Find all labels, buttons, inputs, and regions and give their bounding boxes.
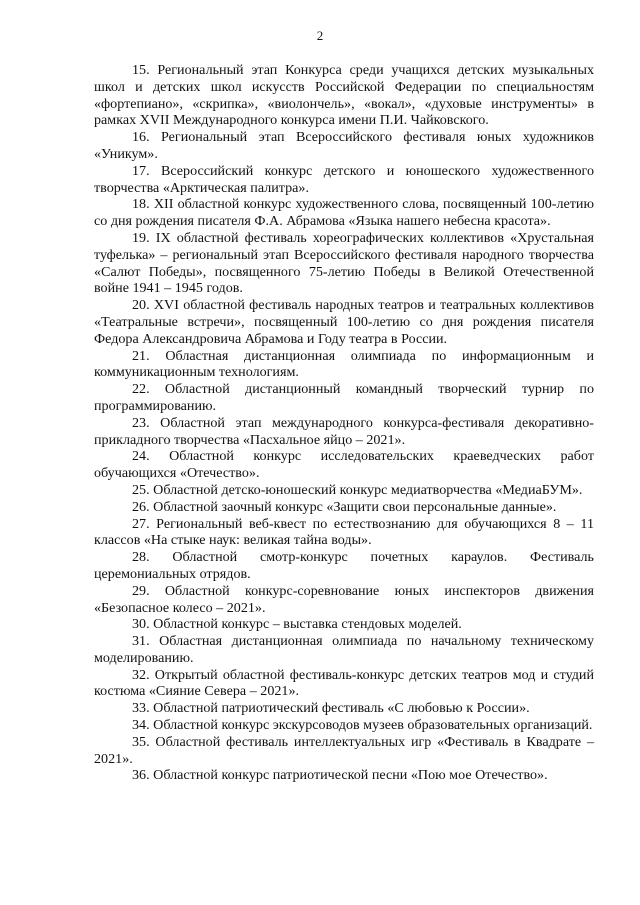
list-item: 16. Региональный этап Всероссийского фестиваля юных художников «Уникум».	[94, 129, 594, 162]
list-item: 20. XVI областной фестиваль народных театров и театральных коллективов «Театральные встречи», посвященный 100-летию со дня рождения писателя Федора Александровича Абрамова и Году театра в России.	[94, 297, 594, 347]
list-item: 17. Всероссийский конкурс детского и юношеского художественного творчества «Арктическая палитра».	[94, 162, 594, 196]
list-item: 35. Областной фестиваль интеллектуальных игр «Фестиваль в Квадрате – 2021».	[94, 733, 594, 767]
list-item: 27. Региональный веб-квест по естествознанию для обучающихся 8 – 11 классов «На стыке наук: великая тайна воды».	[94, 515, 594, 549]
list-item: 30. Областной конкурс – выставка стендовых моделей.	[132, 616, 462, 633]
list-item: 15. Региональный этап Конкурса среди учащихся детских музыкальных школ и детских школ искусств Российской Федерации по специальностям «фортепиано», «скрипка», «виолончель», «вокал», «духовые инструменты» в рамках XVII Международного конкурса имени П.И. Чайковского.	[94, 62, 594, 129]
page-number: 2	[316, 28, 324, 43]
list-item: 26. Областной заочный конкурс «Защити свои персональные данные».	[132, 498, 557, 515]
list-item: 21. Областная дистанционная олимпиада по информационным и коммуникационным технологиям.	[94, 347, 594, 381]
list-item: 33. Областной патриотический фестиваль «С любовью к России».	[132, 700, 530, 717]
list-item: 32. Открытый областной фестиваль-конкурс детских театров мод и студий костюма «Сияние Севера – 2021».	[94, 666, 594, 700]
list-item: 23. Областной этап международного конкурса-фестиваля декоративно-прикладного творчества «Пасхальное яйцо – 2021».	[94, 414, 594, 448]
list-item: 18. XII областной конкурс художественного слова, посвященный 100-летию со дня рождения писателя Ф.А. Абрамова «Языка нашего небесна красота».	[94, 196, 594, 230]
list-item: 24. Областной конкурс исследовательских краеведческих работ обучающихся «Отечество».	[94, 448, 594, 482]
list-item: 25. Областной детско-юношеский конкурс медиатворчества «МедиаБУМ».	[132, 481, 583, 498]
list-item: 29. Областной конкурс-соревнование юных инспекторов движения «Безопасное колесо – 2021».	[94, 582, 594, 616]
list-item: 34. Областной конкурс экскурсоводов музеев образовательных организаций.	[132, 717, 593, 734]
list-item: 36. Областной конкурс патриотической песни «Пою мое Отечество».	[132, 767, 548, 784]
list-item: 22. Областной дистанционный командный творческий турнир по программированию.	[94, 381, 594, 414]
list-item: 19. IX областной фестиваль хореографических коллективов «Хрустальная туфелька» – региональный этап Всероссийского фестиваля народного творчества «Салют Победы», посвященного 75-летию Победы в Великой Отечественной войне 1941 – 1945 годов.	[94, 229, 594, 297]
document-body	[94, 62, 594, 784]
list-item: 28. Областной смотр-конкурс почетных караулов. Фестиваль церемониальных отрядов.	[94, 549, 594, 582]
list-item: 31. Областная дистанционная олимпиада по начальному техническому моделированию.	[94, 633, 594, 666]
